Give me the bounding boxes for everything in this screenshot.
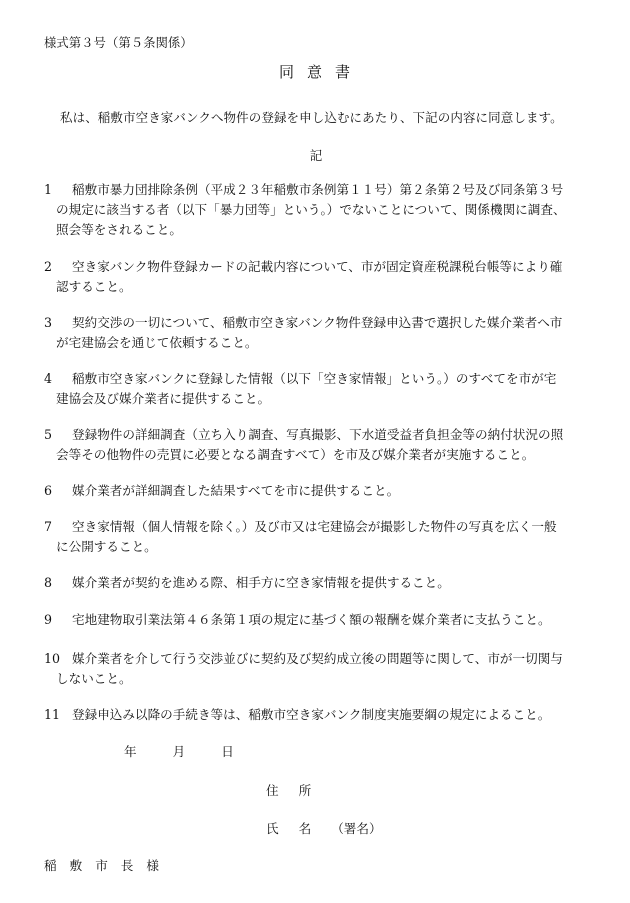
item-text: 稲敷市暴力団排除条例（平成２３年稲敷市条例第１１号）第２条第２号及び同条第３号	[72, 182, 564, 197]
item-number: 5	[44, 427, 53, 442]
item-text-continued: が宅建協会を通じて依頼すること。	[56, 335, 258, 350]
item-text: 媒介業者が契約を進める際、相手方に空き家情報を提供すること。	[72, 575, 450, 590]
consent-item-2	[44, 257, 600, 297]
item-text: 空き家情報（個人情報を除く。）及び市又は宅建協会が撮影した物件の写真を広く一般	[72, 519, 557, 534]
consent-item-11	[44, 705, 600, 725]
item-text-continued: 建協会及び媒介業者に提供すること。	[56, 391, 271, 406]
item-number: 8	[44, 575, 53, 590]
date-year-label: 年	[124, 744, 137, 759]
item-number: 1	[44, 182, 53, 197]
item-text: 媒介業者を介して行う交渉並びに契約及び契約成立後の問題等に関して、市が一切関与	[72, 651, 563, 666]
ki-heading: 記	[309, 148, 323, 163]
form-number: 様式第３号（第５条関係）	[44, 35, 193, 50]
item-text-continued: しないこと。	[56, 671, 132, 686]
date-day-label: 日	[221, 744, 234, 759]
consent-item-4	[44, 369, 600, 409]
recipient-line: 稲敷市長様	[44, 858, 172, 873]
consent-item-1	[44, 180, 600, 240]
consent-item-9	[44, 610, 600, 630]
consent-item-8	[44, 573, 600, 593]
item-number: 9	[44, 612, 53, 627]
item-text: 空き家バンク物件登録カードの記載内容について、市が固定資産税課税台帳等により確	[72, 259, 563, 274]
item-text-continued: 会等その他物件の売買に必要となる調査すべて）を市及び媒介業者が実施すること。	[56, 447, 535, 462]
item-text: 稲敷市空き家バンクに登録した情報（以下「空き家情報」という。）のすべてを市が宅	[72, 371, 557, 386]
item-text-continued: に公開すること。	[56, 539, 157, 554]
date-month-label: 月	[172, 744, 186, 759]
item-text-continued: 照会等をされること。	[56, 222, 182, 237]
item-number: 11	[44, 707, 61, 722]
consent-item-6	[44, 481, 600, 501]
item-text: 契約交渉の一切について、稲敷市空き家バンク物件登録申込書で選択した媒介業者へ市	[72, 315, 563, 330]
consent-item-3	[44, 313, 600, 353]
item-text: 宅地建物取引業法第４６条第１項の規定に基づく額の報酬を媒介業者に支払うこと。	[72, 612, 551, 627]
intro-statement: 私は、稲敷市空き家バンクへ物件の登録を申し込むにあたり、下記の内容に同意します。	[60, 110, 563, 125]
signature-note: （署名）	[331, 821, 382, 836]
item-number: 7	[44, 519, 53, 534]
consent-item-5	[44, 425, 600, 465]
item-text: 登録物件の詳細調査（立ち入り調査、写真撮影、下水道受益者負担金等の納付状況の照	[72, 427, 564, 442]
item-number: 4	[44, 371, 53, 386]
item-text-continued: の規定に該当する者（以下「暴力団等」という。）でないことについて、関係機関に調査、	[56, 202, 566, 217]
address-label: 住所	[266, 783, 332, 798]
item-number: 2	[44, 259, 53, 274]
item-number: 3	[44, 315, 53, 330]
item-text-continued: 認すること。	[56, 279, 132, 294]
name-line	[266, 818, 382, 837]
item-number: 10	[44, 651, 61, 666]
date-line	[124, 741, 234, 760]
consent-item-10	[44, 649, 600, 689]
document-title: 同意書	[278, 63, 363, 81]
item-text: 登録申込み以降の手続き等は、稲敷市空き家バンク制度実施要綱の規定によること。	[72, 707, 551, 722]
item-number: 6	[44, 483, 53, 498]
consent-item-7	[44, 517, 600, 557]
item-text: 媒介業者が詳細調査した結果すべてを市に提供すること。	[72, 483, 400, 498]
name-label: 氏名	[266, 821, 332, 836]
